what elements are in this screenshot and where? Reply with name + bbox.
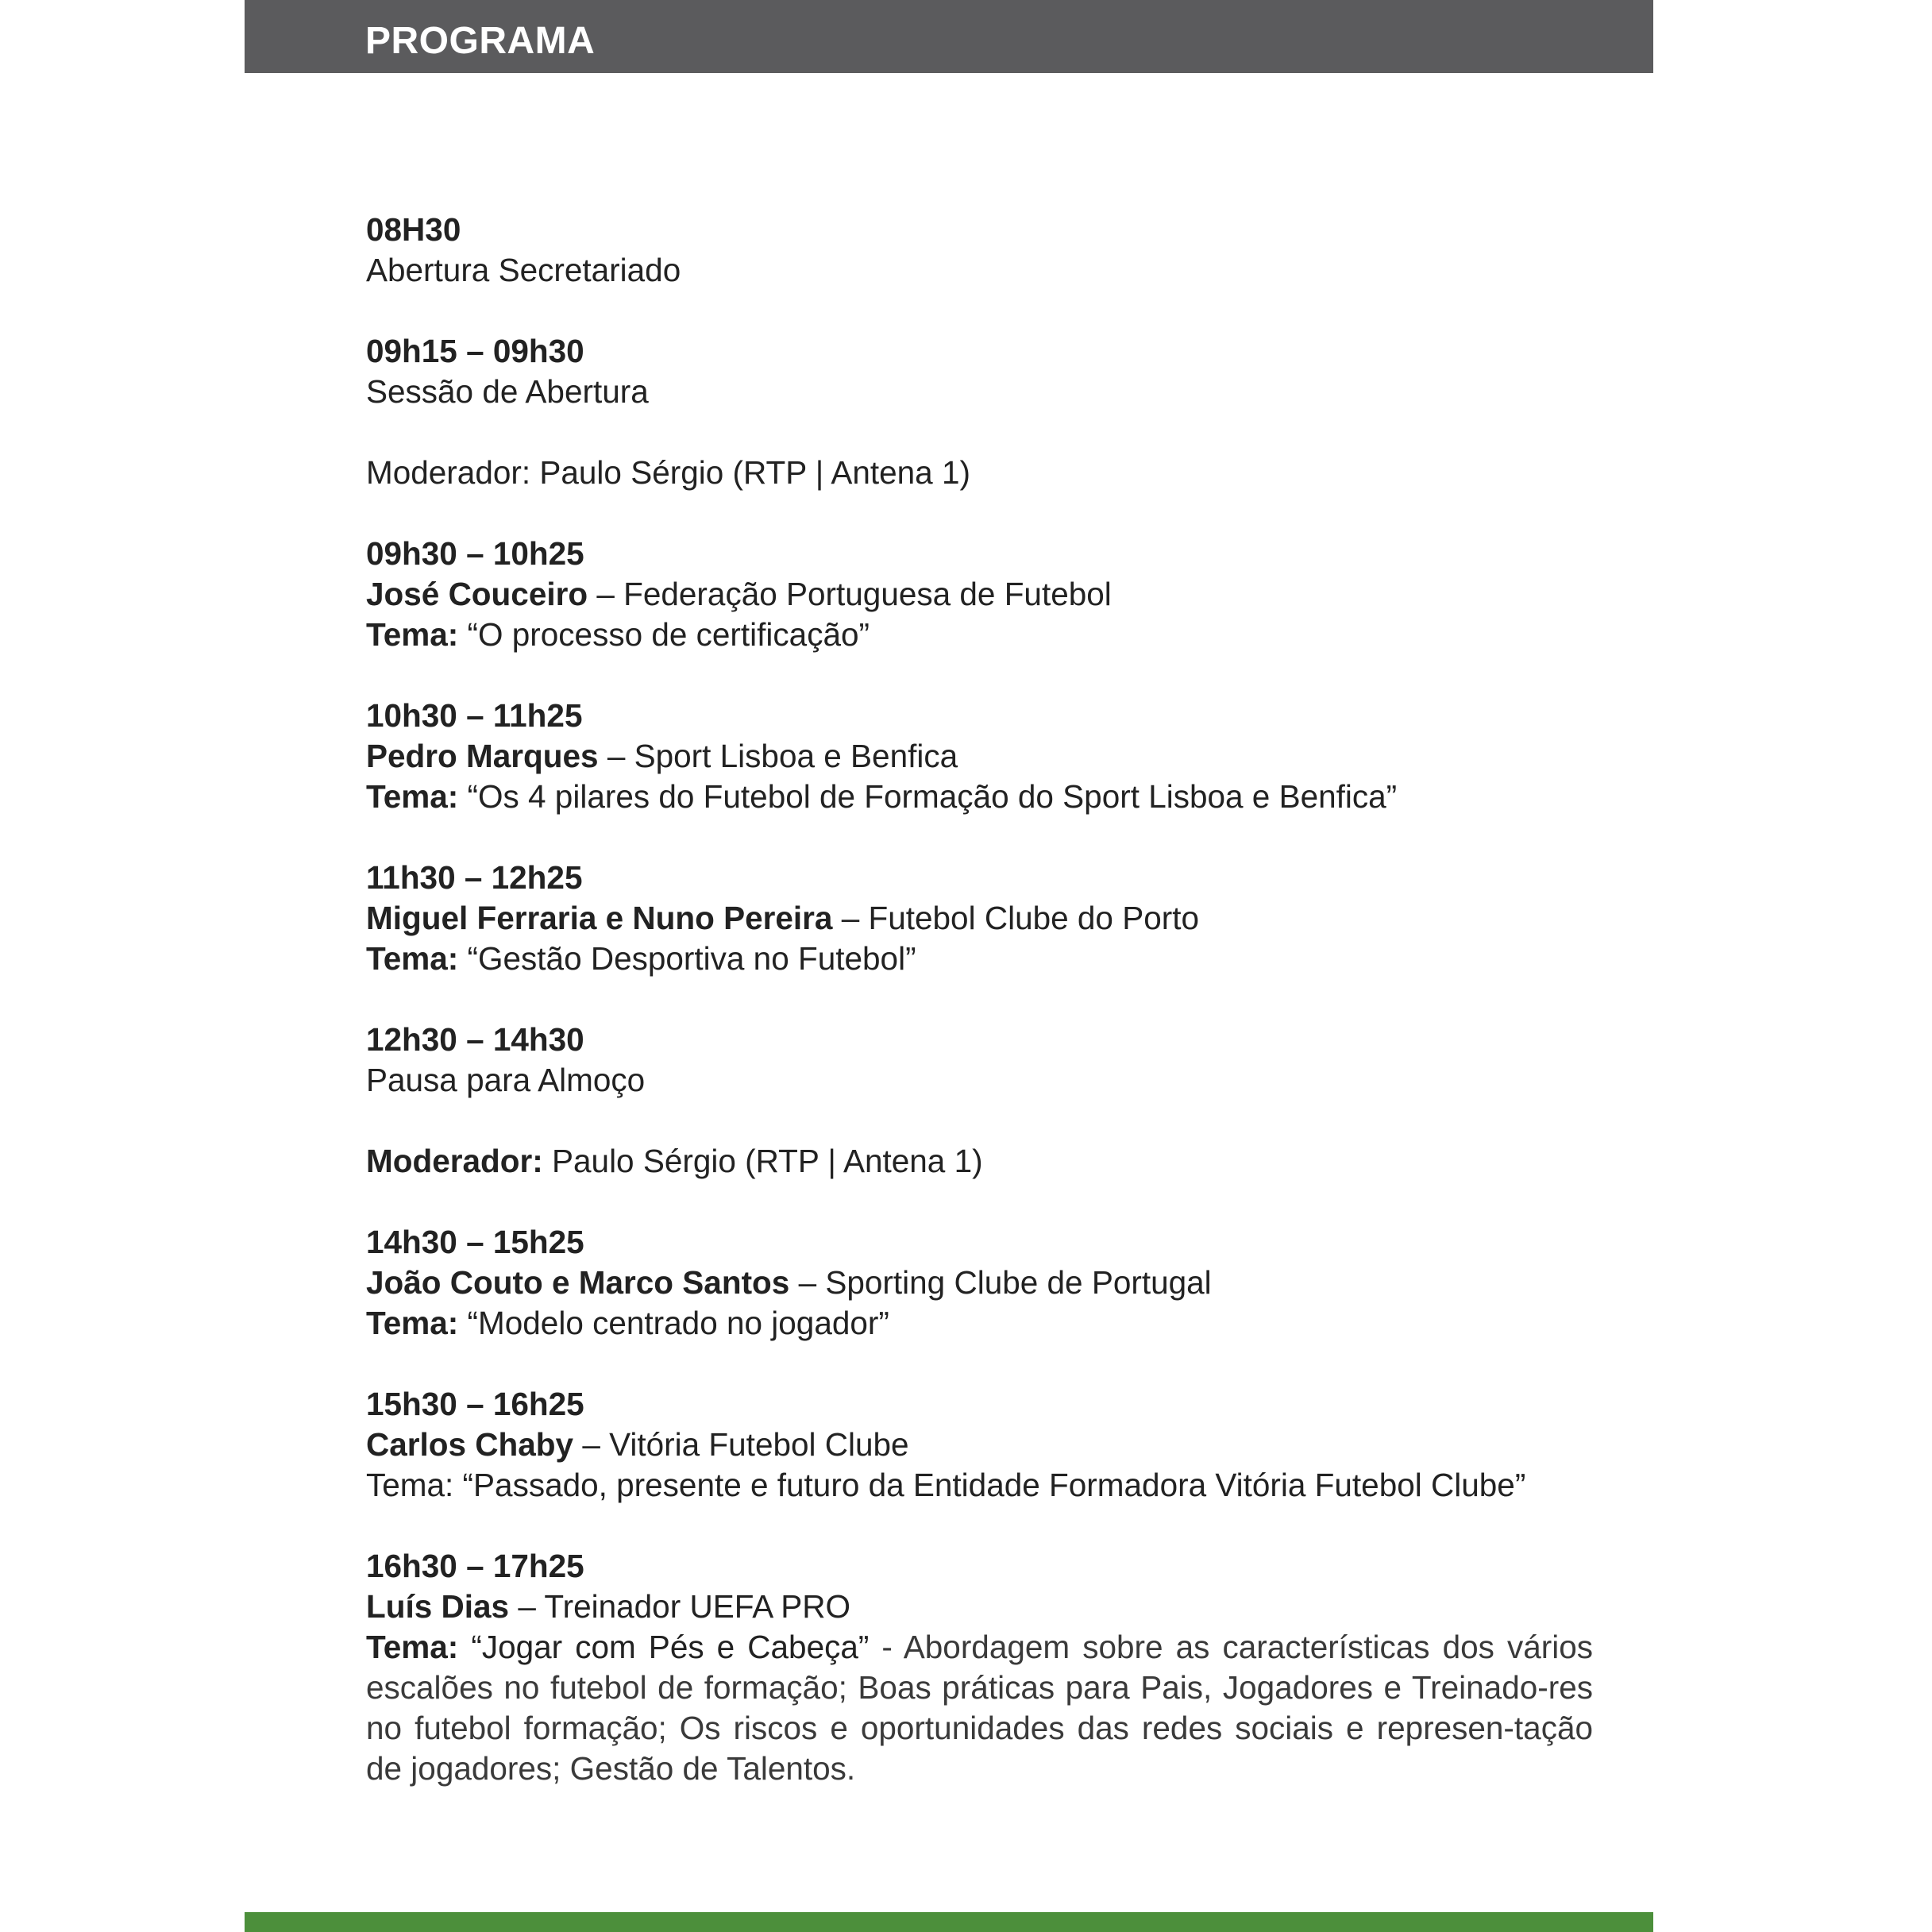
theme-label: Tema: — [366, 940, 459, 977]
entry-time: 12h30 – 14h30 — [366, 1021, 584, 1058]
entry-text: Pausa para Almoço — [366, 1062, 646, 1098]
program-entry — [366, 696, 1605, 817]
entry-theme-line — [366, 1303, 1605, 1344]
theme-label: Tema: — [366, 1305, 459, 1341]
entry-time: 14h30 – 15h25 — [366, 1224, 584, 1260]
entry-time: 08H30 — [366, 211, 461, 248]
program-entry — [366, 1546, 1605, 1789]
entry-theme-line — [366, 939, 1605, 979]
entry-speaker-line — [366, 1263, 1605, 1303]
moderator-name: Paulo Sérgio (RTP | Antena 1) — [542, 1143, 983, 1179]
program-entry — [366, 534, 1605, 655]
entry-time: 15h30 – 16h25 — [366, 1386, 584, 1422]
theme-label: Tema: — [366, 778, 459, 815]
moderator-text-line — [366, 1141, 1605, 1182]
entry-time: 11h30 – 12h25 — [366, 859, 583, 896]
program-entry — [366, 210, 1605, 291]
entry-speaker: João Couto e Marco Santos — [366, 1264, 790, 1301]
entry-theme-line — [366, 777, 1605, 817]
entry-speaker: José Couceiro — [366, 576, 588, 612]
entry-text: Sessão de Abertura — [366, 373, 649, 410]
theme-label: Tema: — [366, 616, 459, 653]
entry-time: 09h30 – 10h25 — [366, 535, 584, 572]
entry-organization: – Treinador UEFA PRO — [509, 1588, 850, 1625]
theme-title: “Os 4 pilares do Futebol de Formação do Sport Lisboa e Benfica” — [458, 778, 1398, 815]
program-entry — [366, 1222, 1605, 1344]
entry-speaker: Pedro Marques — [366, 738, 599, 774]
moderator-line — [366, 453, 1605, 493]
theme-title: “O processo de certificação” — [458, 616, 870, 653]
program-entry — [366, 1384, 1605, 1506]
entry-theme-line: Tema: “Passado, presente e futuro da Entidade Formadora Vitória Futebol Clube” — [366, 1467, 1526, 1503]
program-entry — [366, 1020, 1605, 1101]
entry-speaker-line — [366, 1587, 1605, 1627]
theme-title: “Gestão Desportiva no Futebol” — [458, 940, 916, 977]
entry-organization: – Sport Lisboa e Benfica — [598, 738, 958, 774]
theme-title: “Jogar com Pés e Cabeça” — [458, 1629, 870, 1665]
footer-bar — [245, 1912, 1653, 1932]
entry-speaker: Miguel Ferraria e Nuno Pereira — [366, 900, 833, 936]
program-content — [366, 210, 1605, 1830]
entry-speaker: Luís Dias — [366, 1588, 510, 1625]
entry-time: 09h15 – 09h30 — [366, 333, 584, 369]
entry-speaker: Carlos Chaby — [366, 1426, 574, 1463]
moderator-line — [366, 1141, 1605, 1182]
entry-theme-line — [366, 615, 1605, 655]
entry-speaker-line — [366, 1425, 1605, 1465]
program-entry — [366, 331, 1605, 412]
program-entry — [366, 858, 1605, 979]
entry-organization: – Sporting Clube de Portugal — [789, 1264, 1212, 1301]
entry-time: 10h30 – 11h25 — [366, 697, 583, 734]
entry-organization: – Federação Portuguesa de Futebol — [588, 576, 1112, 612]
moderator-text: Moderador: Paulo Sérgio (RTP | Antena 1) — [366, 454, 970, 491]
entry-speaker-line — [366, 898, 1605, 939]
entry-speaker-line — [366, 574, 1605, 615]
entry-speaker-line — [366, 736, 1605, 777]
entry-organization: – Vitória Futebol Clube — [573, 1426, 909, 1463]
entry-theme-paragraph — [366, 1627, 1593, 1789]
entry-organization: – Futebol Clube do Porto — [832, 900, 1199, 936]
entry-text: Abertura Secretariado — [366, 252, 681, 288]
theme-title: “Modelo centrado no jogador” — [458, 1305, 889, 1341]
theme-label: Tema: — [366, 1629, 459, 1665]
page-title: PROGRAMA — [365, 20, 596, 62]
entry-time: 16h30 – 17h25 — [366, 1548, 584, 1584]
theme-description: - Abordagem sobre as características dos vários escalões no futebol de formação; Boas práticas para Pais, Jogadores e Treinado-res no futebol formação; Os riscos e oportunidades das redes sociais e represen-tação de jogadores; Gestão de Talentos. — [366, 1629, 1593, 1787]
header-bar — [245, 0, 1653, 73]
moderator-label: Moderador: — [366, 1143, 543, 1179]
